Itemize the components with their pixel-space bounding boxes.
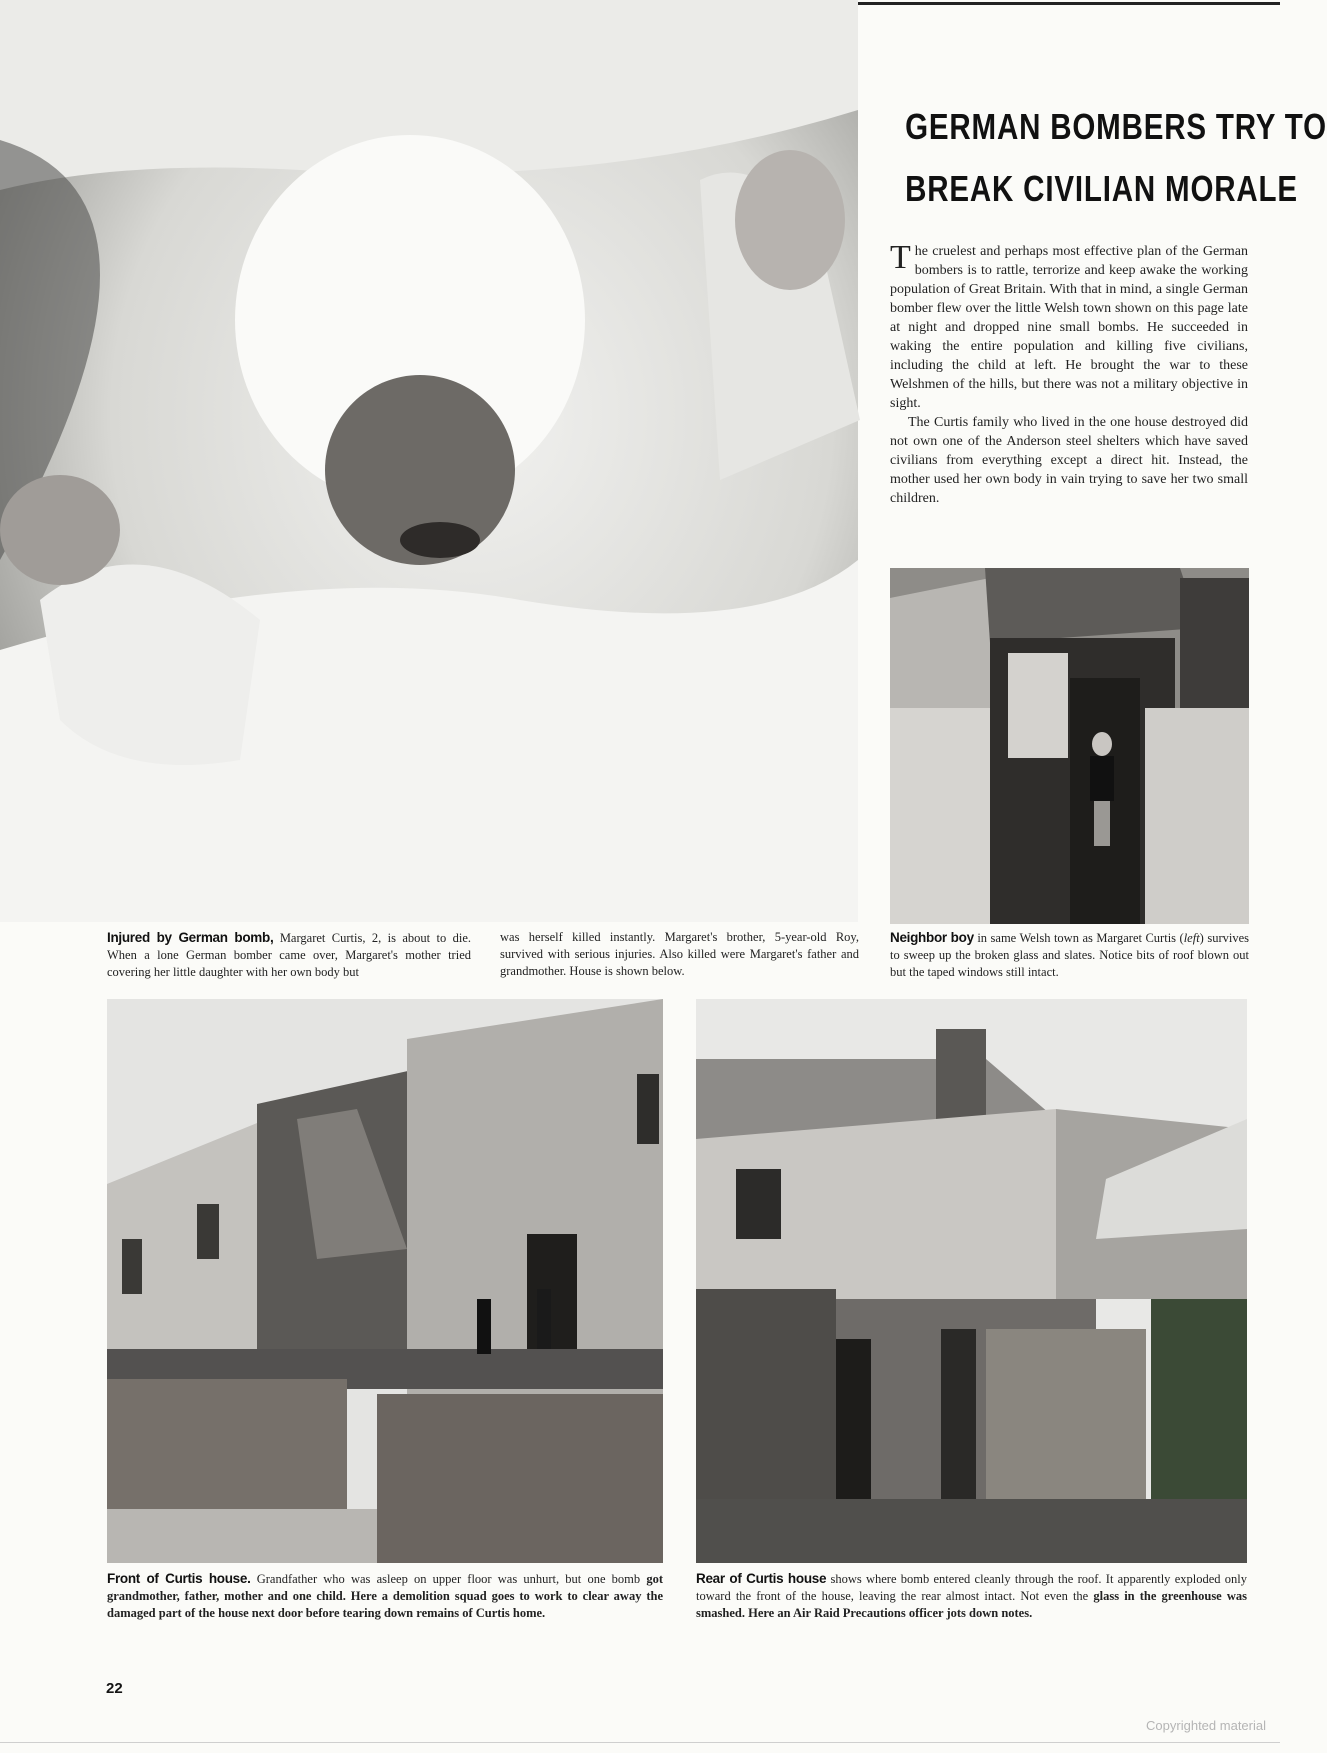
caption-front	[107, 1570, 663, 1622]
article-body	[890, 239, 1248, 508]
page-number: 22	[106, 1680, 123, 1697]
photo-front-of-house	[107, 999, 663, 1563]
caption-neighbor	[890, 929, 1249, 981]
caption-injured-right	[500, 929, 859, 980]
caption-neighbor-body-a: in same Welsh town as Margaret Curtis (	[977, 931, 1184, 945]
headline	[905, 96, 1327, 220]
caption-rear-body-bold: glass in the greenhouse was smashed. Here an Air Raid Precautions officer jots down notes.	[696, 1589, 1248, 1620]
caption-front-lead: Front of Curtis house.	[107, 1571, 251, 1586]
caption-neighbor-body-b: ) survives to sweep up the broken glass and slates. Notice bits of roof blown out but the taped windows still intact.	[890, 931, 1250, 979]
photo-neighbor-boy	[890, 568, 1249, 924]
photo-injured-child	[0, 0, 858, 922]
copyright-watermark: Copyrighted material	[1146, 1718, 1266, 1733]
caption-rear-lead: Rear of Curtis house	[696, 1571, 827, 1586]
headline-line-1: GERMAN BOMBERS TRY TO	[905, 106, 1327, 147]
caption-neighbor-lead: Neighbor boy	[890, 930, 974, 945]
caption-front-body-normal: Grandfather who was asleep on upper floor was unhurt, but one bomb	[256, 1572, 641, 1586]
caption-rear	[696, 1570, 1247, 1622]
caption-injured-left	[107, 929, 471, 981]
headline-line-2: BREAK CIVILIAN MORALE	[905, 168, 1298, 209]
article-paragraph-2: The Curtis family who lived in the one house destroyed did not own one of the Anderson steel shelters which have saved civilians from everything except a direct hit. Instead, the mother used her own body in vain trying to save her two small children.	[890, 415, 1248, 506]
top-rule	[858, 2, 1280, 5]
caption-injured-body-left: Margaret Curtis, 2, is about to die. When a lone German bomber came over, Margaret's mother tried covering her little daughter with her own body but	[107, 931, 472, 979]
caption-injured-body-right: was herself killed instantly. Margaret's brother, 5-year-old Roy, survived with serious injuries. Also killed were Margaret's father and grandmother. House is shown below.	[500, 930, 859, 978]
caption-neighbor-italic: left	[1183, 931, 1200, 945]
scan-edge-line	[0, 1742, 1280, 1743]
photo-rear-of-house	[696, 999, 1247, 1563]
caption-rear-body-normal: shows where bomb entered cleanly through the roof. It apparently exploded only toward the front of the house, leaving the rear almost intact. Not even the	[696, 1572, 1248, 1603]
caption-front-body-bold: got grandmother, father, mother and one child. Here a demolition squad goes to work to clear away the damaged part of the house next door before tearing down remains of Curtis home.	[107, 1572, 663, 1620]
caption-injured-lead: Injured by German bomb,	[107, 930, 274, 945]
article-paragraph-1: The cruelest and perhaps most effective plan of the German bombers is to rattle, terrorize and keep awake the working population of Great Britain. With that in mind, a single German bomber flew over the little Welsh town shown on this page late at night and dropped nine small bombs. He succeeded in waking the entire population and killing five civilians, including the child at left. He brought the war to these Welshmen of the hills, but there was not a military objective in sight.	[890, 239, 1248, 411]
